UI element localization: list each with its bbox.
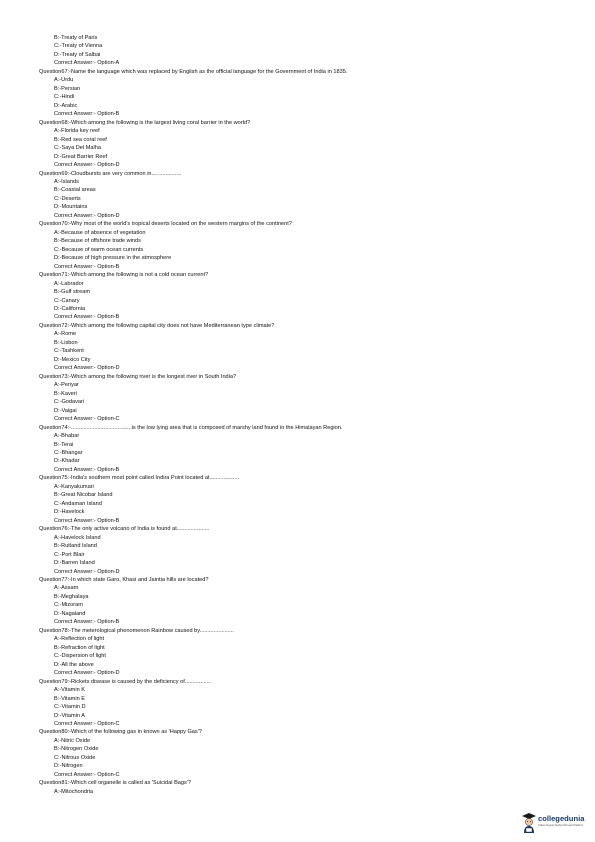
option-line: D:-All the above <box>54 661 94 668</box>
option-line: D:-Because of high pressure in the atmosphere <box>54 255 172 262</box>
option-line: C:-Bhangar <box>54 449 83 456</box>
option-line: D:-Nitrogen <box>54 763 83 770</box>
option-line: Correct Answer:- Option-D <box>54 568 120 575</box>
option-line: A:-Nitric Oxide <box>54 737 91 744</box>
option-line: Correct Answer:- Option-B <box>54 466 120 473</box>
option-line: D:-Treaty of Salbai <box>54 51 101 58</box>
option-line: A:-Assam <box>54 585 79 592</box>
question-line: Question74:-.......................................is the low lying area that is composed of marshy land found in the Himalayan Region. <box>39 424 343 431</box>
option-line: Correct Answer:- Option-B <box>54 517 120 524</box>
option-line: D:-Vaigai <box>54 407 77 414</box>
option-line: B:-Kaveri <box>54 390 78 397</box>
option-line: C:-Canary <box>54 297 80 304</box>
option-line: A:-Urdu <box>54 77 74 84</box>
option-line: C:-Godavari <box>54 399 85 406</box>
option-line: Correct Answer:- Option-D <box>54 212 120 219</box>
option-line: C:-Vitamin D <box>54 704 86 711</box>
option-line: D:-Mountains <box>54 204 88 211</box>
logo-tagline: India's largest Student Review Platform <box>538 824 584 827</box>
question-line: Question77:-In which state Garo, Khasi and Jaintia hills are located? <box>39 577 209 583</box>
option-line: A:-Because of absence of vegetation <box>54 229 146 236</box>
option-line: B:-Great Nicobar Island <box>54 492 113 499</box>
option-line: Correct Answer:- Option-B <box>54 263 120 270</box>
option-line: A:-Kanyakumari <box>54 483 94 490</box>
option-line: A:-Reflection of light <box>54 636 105 643</box>
option-line: B:-Because of offshore trade winds <box>54 238 141 245</box>
option-line: C:-Deserts <box>54 195 81 202</box>
option-line: Correct Answer:- Option-D <box>54 670 120 677</box>
exam-text-block <box>0 34 595 796</box>
option-line: B:-Vitamin E <box>54 695 85 702</box>
option-line: Correct Answer:- Option-C <box>54 720 120 727</box>
option-line: Correct Answer:- Option-B <box>54 619 120 626</box>
option-line: D:-Arabic <box>54 102 78 109</box>
question-line: Question67:-Name the language which was replaced by English as the official language for the Government of India in 1835. <box>39 68 348 75</box>
option-line: Correct Answer:- Option-B <box>54 111 120 118</box>
option-line: Correct Answer:- Option-D <box>54 365 120 372</box>
question-line: Question80:-Which of the following gas in known as 'Happy Gas'? <box>39 729 202 736</box>
option-line: B:-Rutland Island <box>54 543 97 550</box>
option-line: B:-Gulf stream <box>54 289 91 296</box>
question-line: Question76:-The only active volcano of India is found at..................... <box>39 526 210 533</box>
option-line: D:-Havelock <box>54 509 85 516</box>
option-line: C:-Port Blair <box>54 551 85 558</box>
option-line: D:-Great Barrier Reef <box>54 153 108 160</box>
option-line: B:-Nitrogen Oxide <box>54 746 99 753</box>
option-line: Correct Answer:- Option-A <box>54 60 120 67</box>
option-line: B:-Red sea coral reef <box>54 136 107 143</box>
option-line: A:-Islands <box>54 178 79 185</box>
option-line: A:-Labrador <box>54 280 84 287</box>
question-line: Question69:-Cloudbursts are very common in................... <box>39 170 182 177</box>
option-line: C:-Because of warm ocean currents <box>54 246 144 253</box>
option-line: D:-Barren Island <box>54 560 95 567</box>
option-line: A:-Bhabar <box>54 433 80 440</box>
option-line: Correct Answer:- Option-B <box>54 314 120 321</box>
option-line: B:-Lisbon <box>54 339 78 346</box>
question-line: Question79:-Rickets disease is caused by the deficiency of................. <box>39 678 212 685</box>
option-line: D:-California <box>54 306 86 312</box>
option-line: B:-Persian <box>54 85 81 92</box>
option-line: C:-Mizoram <box>54 602 83 609</box>
logo-wordmark: collegedunia <box>538 814 585 823</box>
graduate-mascot-icon <box>521 812 537 834</box>
option-line: Correct Answer:- Option-C <box>54 416 120 423</box>
option-line: A:-Mitochondria <box>54 788 94 795</box>
option-line: B:-Terai <box>54 441 74 448</box>
option-line: D:-Vitamin A <box>54 712 85 719</box>
option-line: A:-Vitamin K <box>54 687 85 694</box>
option-line: C:-Saya Del Malha <box>54 145 101 152</box>
option-line: C:-Tashkent <box>54 348 84 355</box>
option-line: D:-Khadar <box>54 458 80 465</box>
option-line: C:-Dispersion of light <box>54 653 106 660</box>
option-line: B:-Treaty of Paris <box>54 35 98 41</box>
option-line: B:-Meghalaya <box>54 593 89 600</box>
question-line: Question73:-Which among the following river is the longest river in South India? <box>39 373 237 380</box>
option-line: D:-Nagaland <box>54 610 86 617</box>
option-line: Correct Answer:- Option-C <box>54 771 120 778</box>
collegedunia-logo <box>521 812 591 836</box>
option-line: C:-Andaman Island <box>54 500 102 507</box>
option-line: B:-Coastal areas <box>54 187 96 194</box>
option-line: A:-Periyar <box>54 382 79 389</box>
option-line: C:-Treaty of Vienna <box>54 43 103 50</box>
question-line: Question78:-The meterological phenomenon Rainbow caused by...................... <box>39 627 234 634</box>
option-line: C:-Nitrous Oxide <box>54 754 96 761</box>
option-line: B:-Refraction of light <box>54 644 105 651</box>
option-line: A:-Havelock Island <box>54 534 101 541</box>
question-line: Question75:-India's southern most point called Indira Point located at................... <box>39 475 240 482</box>
option-line: A:-Florida key reef <box>54 128 100 135</box>
question-line: Question68:-Which among the following is the largest living coral barrier in the world? <box>39 119 251 126</box>
option-line: A:-Rome <box>54 331 77 338</box>
question-line: Question81:-Which cell organelle is called as 'Suicidal Bags'? <box>39 780 192 787</box>
question-line: Question70:-Why most of the world's tropical deserts located on the western margins of the continent? <box>39 221 292 228</box>
question-line: Question72:-Which among the following capital city does not have Mediterranean type climate? <box>39 322 275 329</box>
question-line: Question71:-Which among the following is not a cold ocean current? <box>39 272 209 279</box>
option-line: D:-Mexico City <box>54 356 91 363</box>
option-line: Correct Answer:- Option-D <box>54 162 120 169</box>
option-line: C:-Hindi <box>54 94 75 101</box>
